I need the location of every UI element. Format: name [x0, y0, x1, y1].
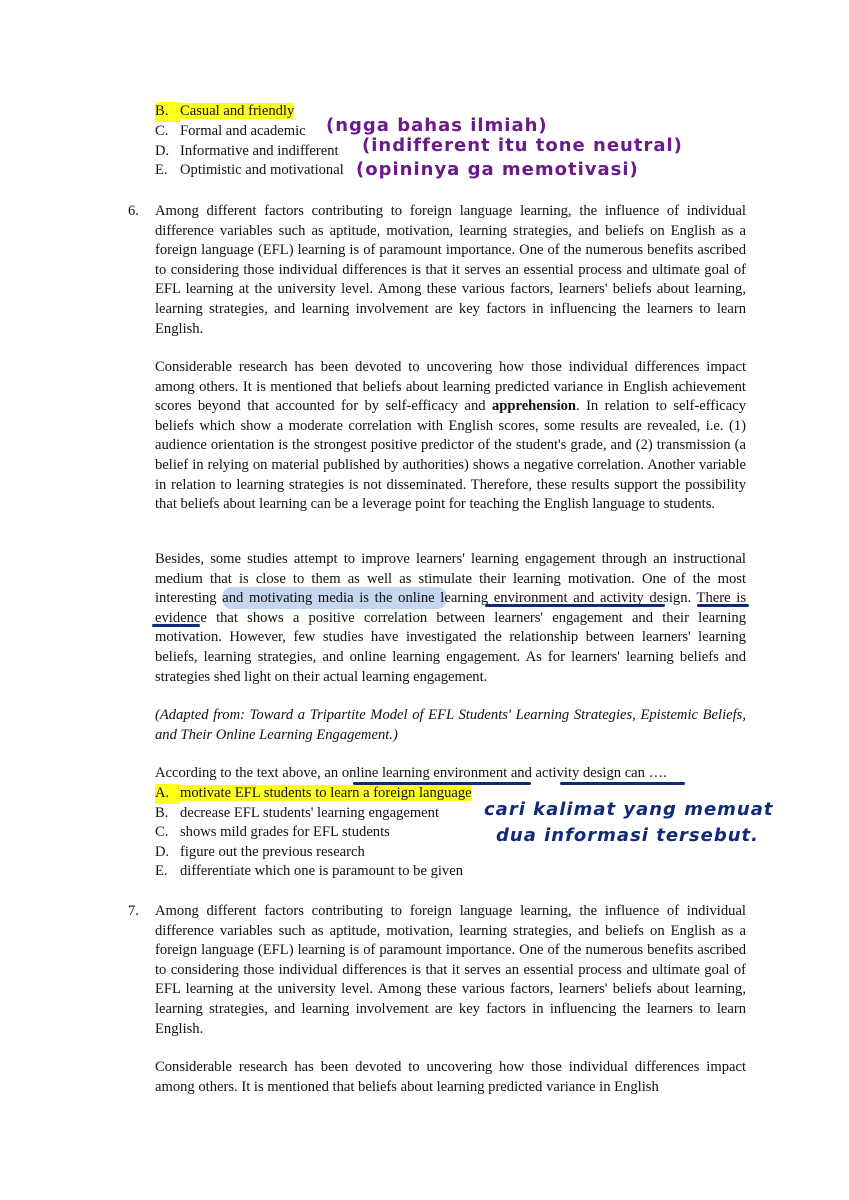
q5-option-e[interactable] [155, 161, 344, 181]
q6-paragraph-3: Besides, some studies attempt to improve learners' learning engagement through an instructional medium that is close to them as well as stimulate their learning motivation. One of the most interesting and motivating media is the online learning environment and activity design. There is evidence that shows a positive correlation between learners' engagement and their learning motivation. However, few studies have investigated the relationship between learners' learning beliefs, learning strategies, and online learning engagement. As for learners' learning beliefs and strategies shed light on their actual learning engagement. [155, 551, 746, 685]
option-text: differentiate which one is paramount to be given [180, 863, 464, 879]
q7-paragraph-1: Among different factors contributing to foreign language learning, the influence of individual difference variables such as aptitude, motivation, learning strategies, and beliefs on English as a foreign language (EFL) learning is of paramount importance. One of the numerous benefits ascribed to considering those individual differences is that it serves an essential process and ultimate goal of EFL learning at the university level. Among these various factors, learners' beliefs about learning, learning strategies, and learning involvement are key factors in influencing the learners to learn English. [155, 903, 746, 1037]
q5-option-b[interactable] [155, 102, 294, 122]
option-letter: D. [155, 844, 170, 860]
q6-source: (Adapted from: Toward a Tripartite Model of EFL Students' Learning Strategies, Epistemic Beliefs, and Their Online Learning Engagement.) [155, 707, 746, 743]
option-text: Formal and academic [180, 123, 306, 139]
q7-paragraph-2: Considerable research has been devoted to uncovering how those individual differences impact among others. It is mentioned that beliefs about learning predicted variance in English [155, 1059, 746, 1095]
option-letter: E. [155, 162, 168, 178]
option-text: decrease EFL students' learning engagement [180, 805, 440, 821]
q6-option-e[interactable] [155, 862, 463, 882]
option-letter: C. [155, 123, 169, 139]
option-letter: C. [155, 824, 169, 840]
option-text: figure out the previous research [180, 844, 365, 860]
option-letter: D. [155, 143, 170, 159]
option-text: Optimistic and motivational [180, 162, 344, 178]
q6-question: According to the text above, an online learning environment and activity design can …. [155, 765, 667, 781]
option-text: Informative and indifferent [180, 143, 339, 159]
q6-paragraph-2: Considerable research has been devoted to uncovering how those individual differences impact among others. It is mentioned that beliefs about learning predicted variance in English achievement scores beyond that accounted for by self-efficacy and apprehension. In relation to self-efficacy beliefs which show a moderate correlation with English scores, some results are revealed, i.e. (1) audience orientation is the strongest positive predictor of the student's grade, and (2) transmission (a belief in relying on material published by authorities) shows a negative correlation. Another variable in relation to learning strategies is not disseminated. Therefore, these results support the possibility that beliefs about learning can be a leverage point for teaching the English language to students. [155, 359, 746, 513]
q5-option-d[interactable] [155, 142, 339, 162]
q6-paragraph-1: Among different factors contributing to foreign language learning, the influence of individual difference variables such as aptitude, motivation, learning strategies, and beliefs on English as a foreign language (EFL) learning is of paramount importance. One of the numerous benefits ascribed to considering those individual differences is that it serves an essential process and ultimate goal of EFL learning at the university level. Among these various factors, learners' beliefs about learning, learning strategies, and learning involvement are key factors in influencing the learners to learn English. [155, 203, 746, 337]
option-text: motivate EFL students to learn a foreign language [180, 785, 472, 801]
question-number: 6. [128, 203, 139, 219]
handwritten-note-2: (indifferent itu tone neutral) [362, 135, 683, 156]
option-letter: A. [155, 784, 180, 804]
q6-option-b[interactable] [155, 804, 439, 824]
q5-option-c[interactable] [155, 122, 306, 142]
q6-option-a[interactable] [155, 784, 472, 804]
option-letter: B. [155, 102, 180, 122]
q6-option-c[interactable] [155, 823, 390, 843]
handwritten-note-3: (opininya ga memotivasi) [356, 159, 639, 180]
option-text: Casual and friendly [180, 103, 295, 119]
handwritten-note-line-1: cari kalimat yang memuat [484, 799, 774, 820]
option-letter: E. [155, 863, 168, 879]
question-number: 7. [128, 903, 139, 919]
option-letter: B. [155, 805, 169, 821]
handwritten-note-line-2: dua informasi tersebut. [496, 825, 759, 846]
q6-option-d[interactable] [155, 843, 365, 863]
bold-word: apprehension [491, 398, 577, 415]
option-text: shows mild grades for EFL students [180, 824, 390, 840]
handwritten-note-1: (ngga bahas ilmiah) [326, 115, 548, 136]
